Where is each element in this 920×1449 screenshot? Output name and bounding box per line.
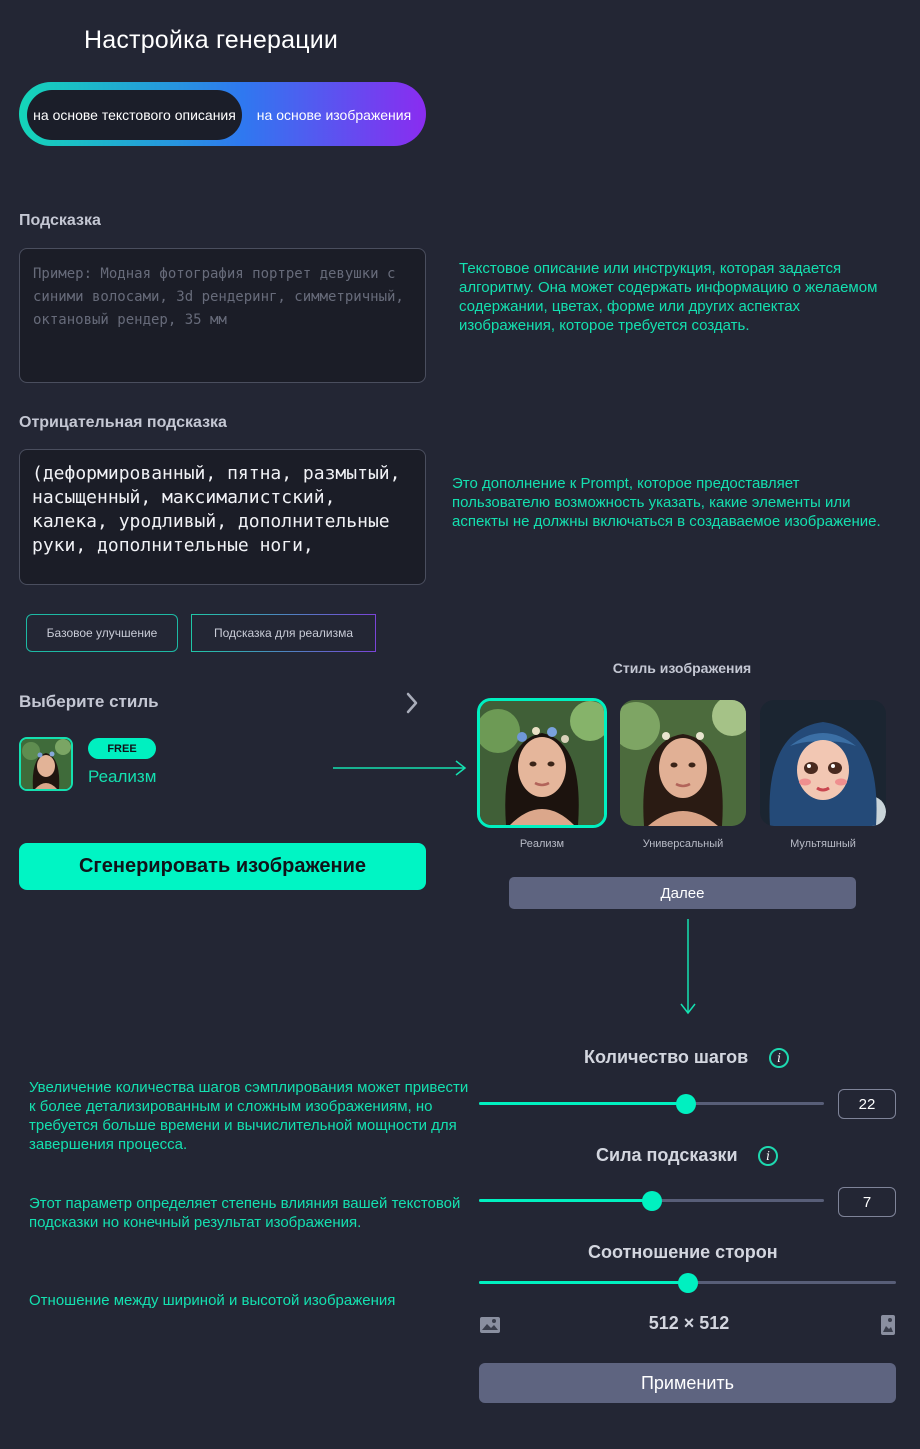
free-badge: FREE: [88, 738, 156, 759]
chevron-right-icon[interactable]: [404, 691, 420, 715]
guidance-value-field[interactable]: 7: [838, 1187, 896, 1217]
arrow-right-icon: [332, 758, 468, 778]
aspect-hint: Отношение между шириной и высотой изображения: [29, 1292, 396, 1309]
style-card-realism[interactable]: [477, 698, 607, 828]
landscape-image-icon: [479, 1316, 501, 1334]
guidance-slider-handle[interactable]: [642, 1191, 662, 1211]
prompt-input[interactable]: Пример: Модная фотография портрет девушки с синими волосами, 3d рендеринг, симметричный, октановый рендер, 35 мм: [19, 248, 426, 383]
steps-value-field[interactable]: 22: [838, 1089, 896, 1119]
style-picker-label: Выберите стиль: [19, 692, 159, 711]
arrow-down-icon: [678, 918, 698, 1016]
selected-style-thumbnail[interactable]: [19, 737, 73, 791]
aspect-value: 512 × 512: [648, 1313, 730, 1333]
next-button[interactable]: Далее: [509, 877, 856, 909]
realism-portrait-image: [480, 701, 604, 825]
negative-prompt-input[interactable]: (деформированный, пятна, размытый, насыщенный, максималистский, калека, уродливый, дополнительные руки, дополнительные ноги,: [19, 449, 426, 585]
aspect-slider-handle[interactable]: [678, 1273, 698, 1293]
cartoon-portrait-image: [760, 700, 886, 826]
tab-image-mode[interactable]: на основе изображения: [256, 106, 412, 123]
steps-info-icon[interactable]: i: [769, 1048, 789, 1068]
style-panel-title: Стиль изображения: [612, 660, 752, 676]
style-caption-realism: Реализм: [519, 838, 565, 850]
aspect-label: Соотношение сторон: [588, 1242, 778, 1262]
selected-style-name: Реализм: [88, 767, 157, 786]
steps-slider-handle[interactable]: [676, 1094, 696, 1114]
style-card-universal[interactable]: [620, 700, 746, 826]
apply-button[interactable]: Применить: [479, 1363, 896, 1403]
steps-slider-fill: [479, 1102, 686, 1105]
page-title: Настройка генерации: [84, 26, 339, 54]
guidance-hint: Этот параметр определяет степень влияния вашей текстовой подсказки но конечный результат изображения.: [29, 1195, 461, 1231]
tab-text-mode[interactable]: на основе текстового описания: [27, 90, 242, 140]
guidance-label: Сила подсказки: [596, 1145, 738, 1165]
style-caption-cartoon: Мультяшный: [790, 838, 856, 850]
portrait-image: [21, 739, 71, 789]
steps-hint: Увеличение количества шагов сэмплирования может привести к более детализированным и сложным изображениям, но требуется больше времени и вычислительной мощности для завершения процесса.: [29, 1079, 469, 1153]
generate-button[interactable]: Сгенерировать изображение: [19, 843, 426, 890]
style-caption-universal: Универсальный: [642, 838, 724, 850]
style-card-cartoon[interactable]: [760, 700, 886, 826]
aspect-slider-fill: [479, 1281, 688, 1284]
negative-prompt-label: Отрицательная подсказка: [19, 414, 227, 431]
guidance-info-icon[interactable]: i: [758, 1146, 778, 1166]
steps-label: Количество шагов: [584, 1047, 749, 1067]
portrait-image-icon: [880, 1314, 896, 1336]
chip-realism-hint[interactable]: Подсказка для реализма: [191, 614, 376, 652]
universal-portrait-image: [620, 700, 746, 826]
prompt-label: Подсказка: [19, 212, 101, 229]
prompt-hint: Текстовое описание или инструкция, которая задается алгоритму. Она может содержать информацию о желаемом содержании, цветах, форме или других аспектах изображения, которое требуется создать.: [459, 260, 878, 334]
chip-basic-enhance[interactable]: Базовое улучшение: [26, 614, 178, 652]
negative-prompt-hint: Это дополнение к Prompt, которое предоставляет пользователю возможность указать, какие элементы или аспекты не должны включаться в создаваемое изображение.: [452, 475, 881, 530]
guidance-slider-fill: [479, 1199, 652, 1202]
